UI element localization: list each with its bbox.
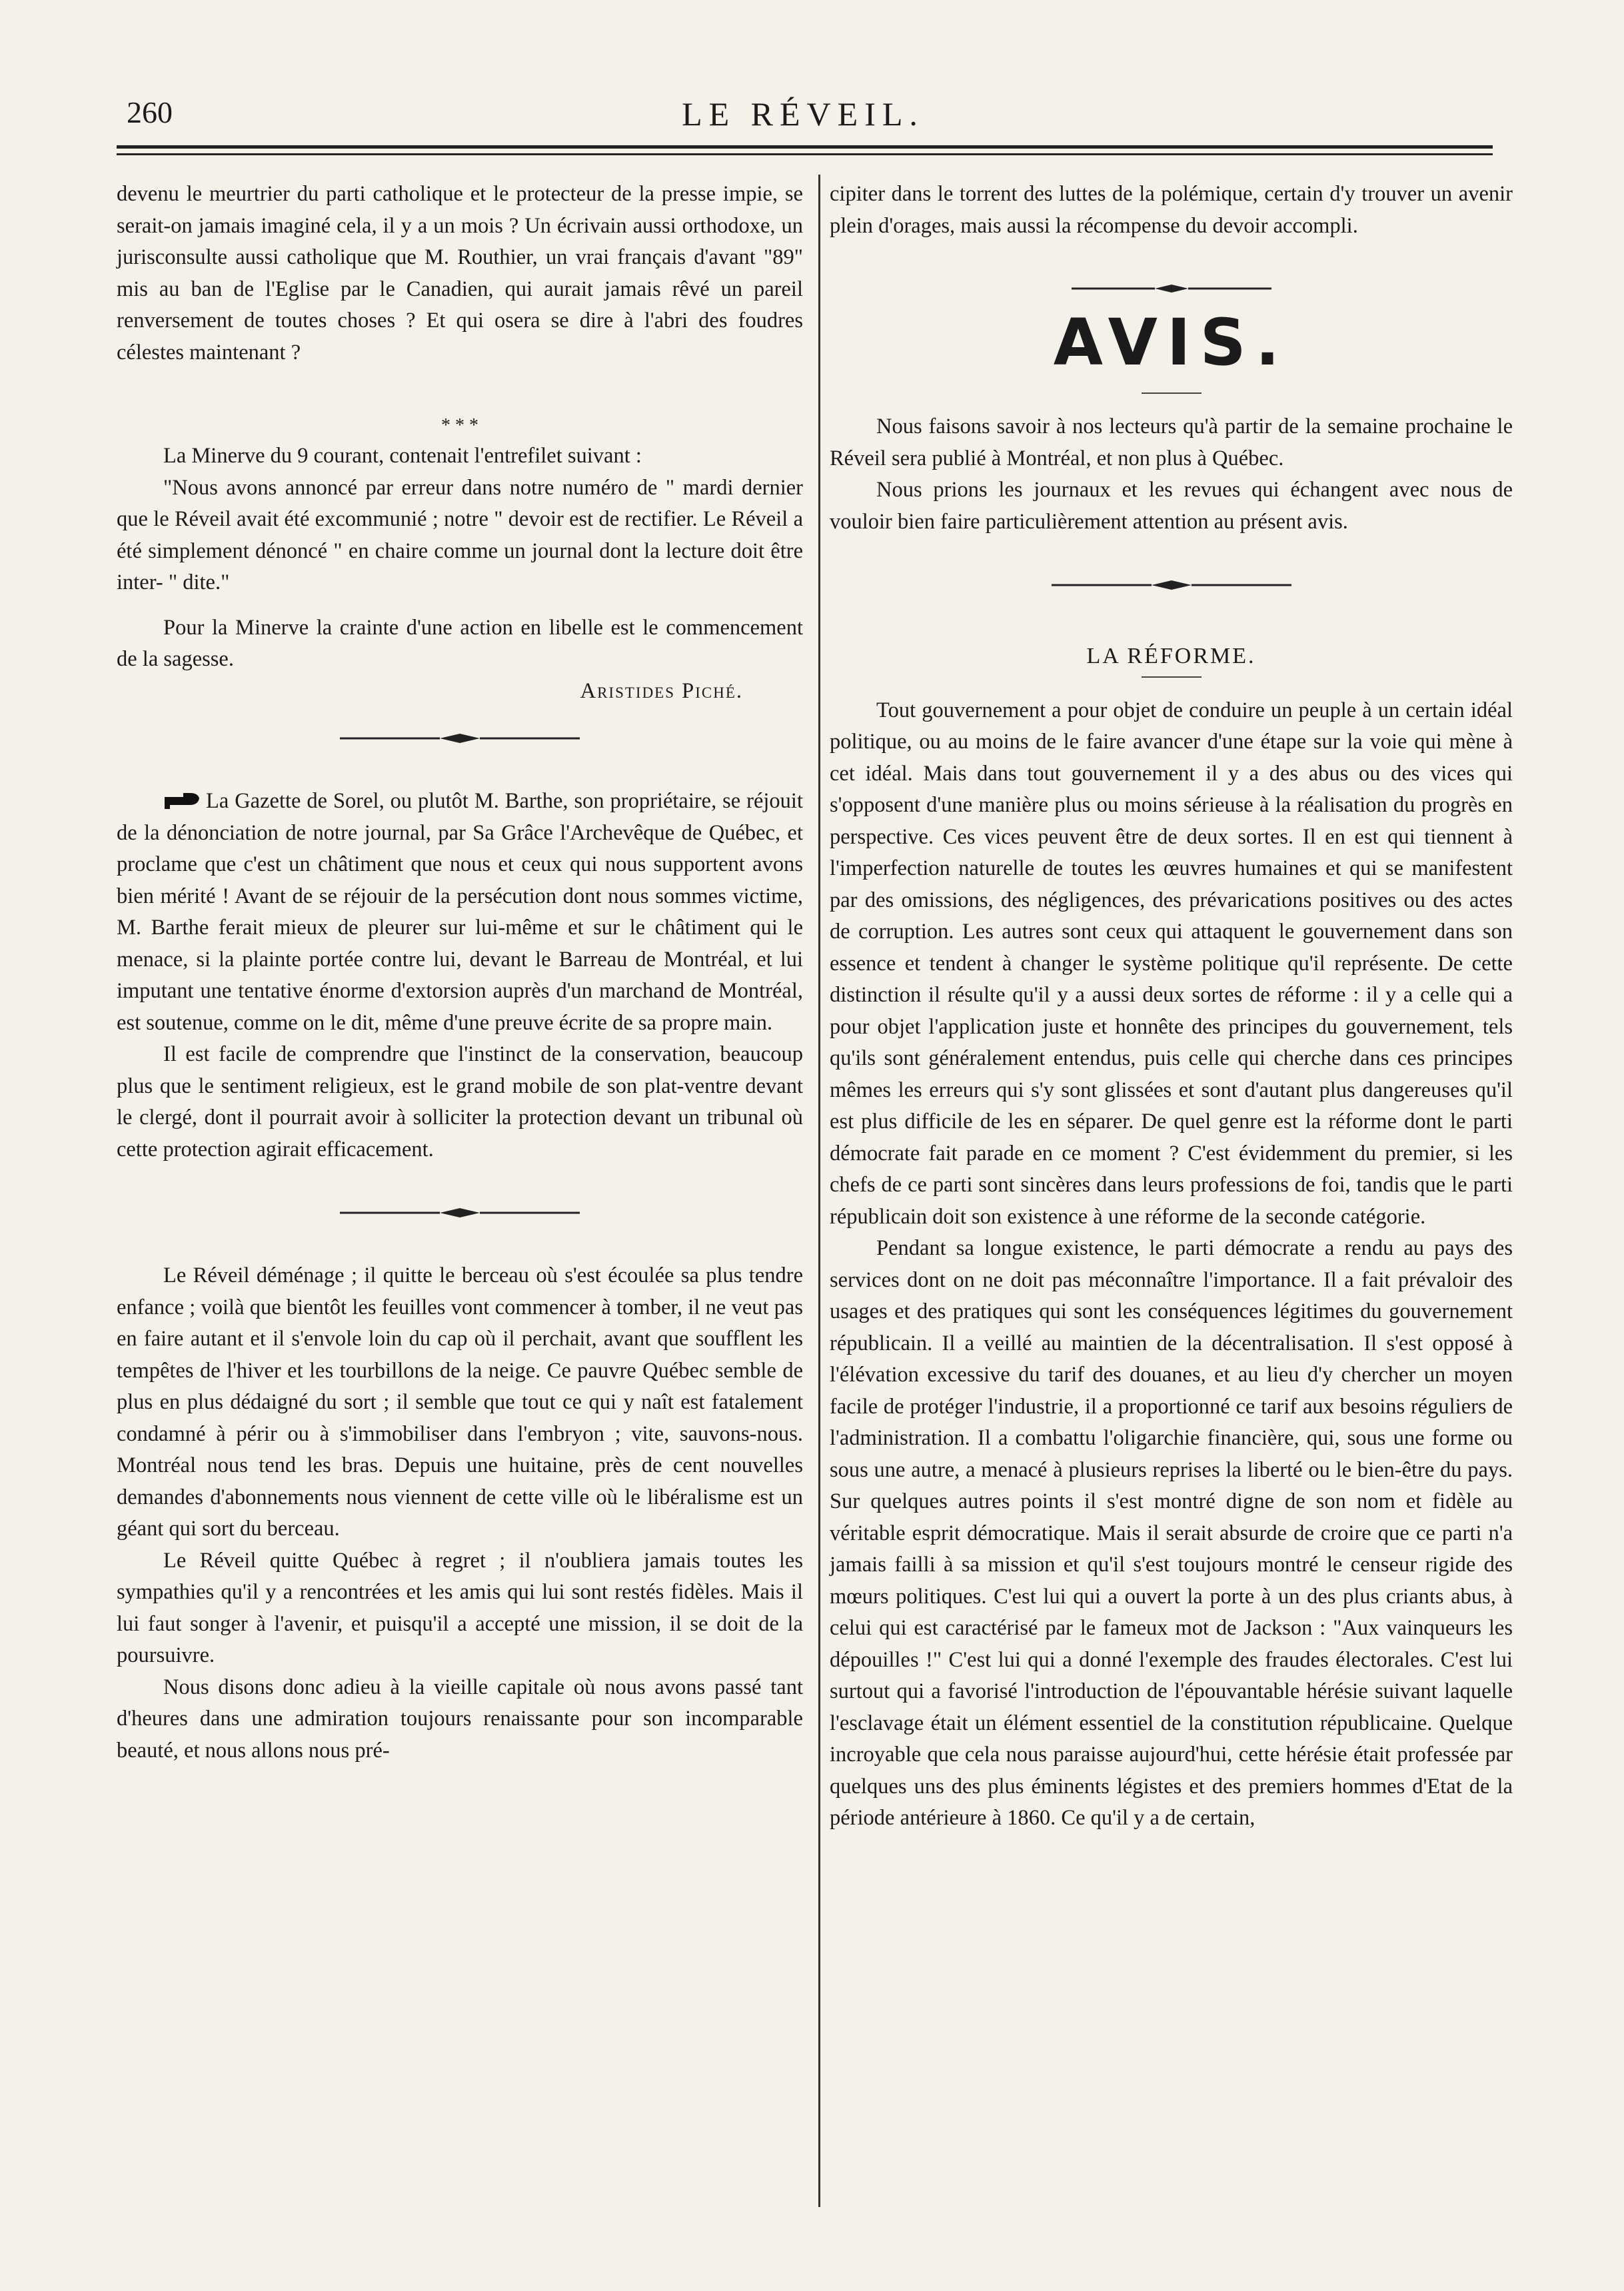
paragraph: cipiter dans le torrent des luttes de la polémique, certain d'y trouver un avenir plein d'orages, mais aussi la récompense du devoir accompli. xyxy=(830,182,1513,238)
right-column xyxy=(830,179,1513,1835)
rule-ornament xyxy=(340,732,580,744)
column-divider xyxy=(818,175,820,2207)
paragraph: Il est facile de comprendre que l'instinct de la conservation, beaucoup plus que le sentiment religieux, est le grand mobile de son plat-ventre devant le clergé, dont il pourrait avoir à solliciter la protection devant un tribunal où cette protection agirait efficacement. xyxy=(117,1042,803,1161)
paragraph: Pendant sa longue existence, le parti démocrate a rendu au pays des services dont on ne doit pas méconnaître l'importance. Il a fait prévaloir des usages et des pratiques qui sont les conséquences légitimes du gouvernement républicain. Il a veillé au maintien de la décentralisation. Il s'est opposé à l'élévation excessive du tarif des douanes, et au lieu d'y chercher un moyen facile de protéger l'industrie, il a proportionné ce tarif aux besoins réguliers de l'administration. Il a combattu l'oligarchie financière, qui, sous une forme ou sous une autre, a menacé à plusieurs reprises la liberté ou le bien-être du pays. Sur quelques autres points il s'est montré digne de son nom et fidèle au véritable esprit démocratique. Mais il serait absurde de croire que ce parti n'a jamais failli à sa mission et qu'il s'est toujours montré le censeur rigide des mœurs politiques. C'est lui qui a ouvert la porte à un des plus criants abus, à celui qui est caractérisé par le fameux mot de Jackson : "Aux vainqueurs les dépouilles !" C'est lui qui a donné l'exemple des fraudes électorales. C'est lui surtout qui a favorisé l'introduction de l'épouvantable hérésie suivant laquelle l'esclavage était un élément essentiel de la constitution républicaine. Quelque incroyable que cela nous paraisse aujourd'hui, cette hérésie était professée par quelques uns des plus éminents légistes et des premiers hommes d'Etat de la période antérieure à 1860. Ce qu'il y a de certain, xyxy=(830,1236,1513,1830)
paragraph xyxy=(117,786,803,1039)
manicule-icon xyxy=(163,790,201,810)
header-rule-double xyxy=(117,153,1493,155)
paragraph: Tout gouvernement a pour objet de conduire un peuple à un certain idéal politique, ou au moins de le faire avancer d'une étape sur la voie qui mène à cet idéal. Mais dans tout gouvernement il y a des abus ou des vices qui s'opposent d'une manière plus ou moins sérieuse à la réalisation du progrès en perspective. Ces vices peuvent être de deux sortes. Il en est qui tiennent à l'imperfection naturelle de toutes les œuvres humaines et qui se manifestent par des omissions, des négligences, des prévarications positives ou des actes de corruption. Les autres sont ceux qui attaquent le gouvernement dans son essence et tendent à changer le système politique qu'il représente. De cette distinction il résulte qu'il y a aussi deux sortes de réforme : il y a celle qui a pour objet l'application juste et honnête des principes du gouvernement, tels qu'ils sont généralement entendus, puis celle qui cherche dans ces principes mêmes les erreurs qui s'y sont glissées et sont d'autant plus dangereuses qu'il est plus difficile de les en séparer. De quel genre est la réforme dont le parti démocrate fait parade en ce moment ? C'est évidemment du premier, si les chefs de ce parti sont sincères dans leurs professions de foi, tandis que le parti républicain doit son existence à une réforme de la seconde catégorie. xyxy=(830,698,1513,1229)
paragraph-text: La Gazette de Sorel, ou plutôt M. Barthe, son propriétaire, se réjouit de la dénonciation de notre journal, par Sa Grâce l'Archevêque de Québec, et proclame que c'est un châtiment que nous et ceux qui nous supportent avons bien mérité ! Avant de se réjouir de la persécution dont nous sommes victime, M. Barthe ferait mieux de pleurer sur lui-même et sur le châtiment qui le menace, si la plainte portée contre lui, devant le Barreau de Montréal, et lui imputant une tentative énorme d'extorsion auprès d'un marchand de Montréal, est soutenue, comme on le dit, même d'une preuve écrite de sa propre main. xyxy=(117,789,803,1035)
divider xyxy=(1142,676,1202,678)
author-signature: Aristides Piché. xyxy=(580,678,743,703)
quotation: "Nous avons annoncé par erreur dans notre numéro de " mardi dernier que le Réveil avait été excommunié ; notre " devoir est de rectifier. Le Réveil a été simplement dénoncé " en chaire comme un journal dont la lecture doit être inter- " dite." xyxy=(117,475,803,594)
rule-ornament xyxy=(1072,283,1271,294)
asterism: * * * xyxy=(441,415,478,436)
page-number: 260 xyxy=(127,95,173,129)
rule-ornament xyxy=(340,1207,580,1219)
paragraph: Le Réveil déménage ; il quitte le berceau où s'est écoulée sa plus tendre enfance ; voilà que bientôt les feuilles vont commencer à tomber, il ne veut pas en faire autant et il s'envole loin du cap où il perchait, avant que soufflent les tempêtes de l'hiver et les tourbillons de la neige. Ce pauvre Québec semble de plus en plus dédaigné du sort ; il semble que tout ce qui y naît est fatalement condamné à périr ou à s'immobiliser dans l'embryon ; vite, sauvons-nous. Montréal nous tend les bras. Depuis une huitaine, près de cent nouvelles demandes d'abonnements nous viennent de cette ville où le libéralisme est un géant qui sort du berceau. xyxy=(117,1263,803,1541)
header-rule xyxy=(117,145,1493,149)
paragraph: Nous disons donc adieu à la vieille capitale où nous avons passé tant d'heures dans une admiration toujours renaissante pour son incomparable beauté, et nous allons nous pré- xyxy=(117,1675,803,1763)
paragraph: Le Réveil quitte Québec à regret ; il n'oubliera jamais toutes les sympathies qu'il y a rencontrées et les amis qui lui sont restés fidèles. Mais il lui faut songer à l'avenir, et puisqu'il a accepté une mission, il se doit de la poursuivre. xyxy=(117,1548,803,1667)
paragraph: Pour la Minerve la crainte d'une action en libelle est le commencement de la sagesse. xyxy=(117,615,803,671)
section-title: LA RÉFORME. xyxy=(1086,644,1256,668)
divider xyxy=(1142,392,1202,394)
paragraph: devenu le meurtrier du parti catholique et le protecteur de la presse impie, se serait-on jamais imaginé cela, il y a un mois ? Un écrivain aussi orthodoxe, un jurisconsulte aussi catholique que M. Routhier, un vrai français d'avant "89" mis au ban de l'Eglise par le Canadien, qui aurait jamais rêvé un pareil renversement de toutes choses ? Et qui osera se dire à l'abri des foudres célestes maintenant ? xyxy=(117,182,803,365)
avis-title: AVIS. xyxy=(1053,305,1289,380)
paragraph: Nous prions les journaux et les revues qui échangent avec nous de vouloir bien faire particulièrement attention au présent avis. xyxy=(830,478,1513,534)
paragraph: Nous faisons savoir à nos lecteurs qu'à partir de la semaine prochaine le Réveil sera publié à Montréal, et non plus à Québec. xyxy=(830,414,1513,470)
page-header xyxy=(113,95,1493,141)
paragraph: La Minerve du 9 courant, contenait l'entrefilet suivant : xyxy=(163,444,642,468)
left-column xyxy=(117,179,803,1767)
rule-ornament xyxy=(1052,579,1291,591)
masthead: LE RÉVEIL. xyxy=(682,95,924,133)
